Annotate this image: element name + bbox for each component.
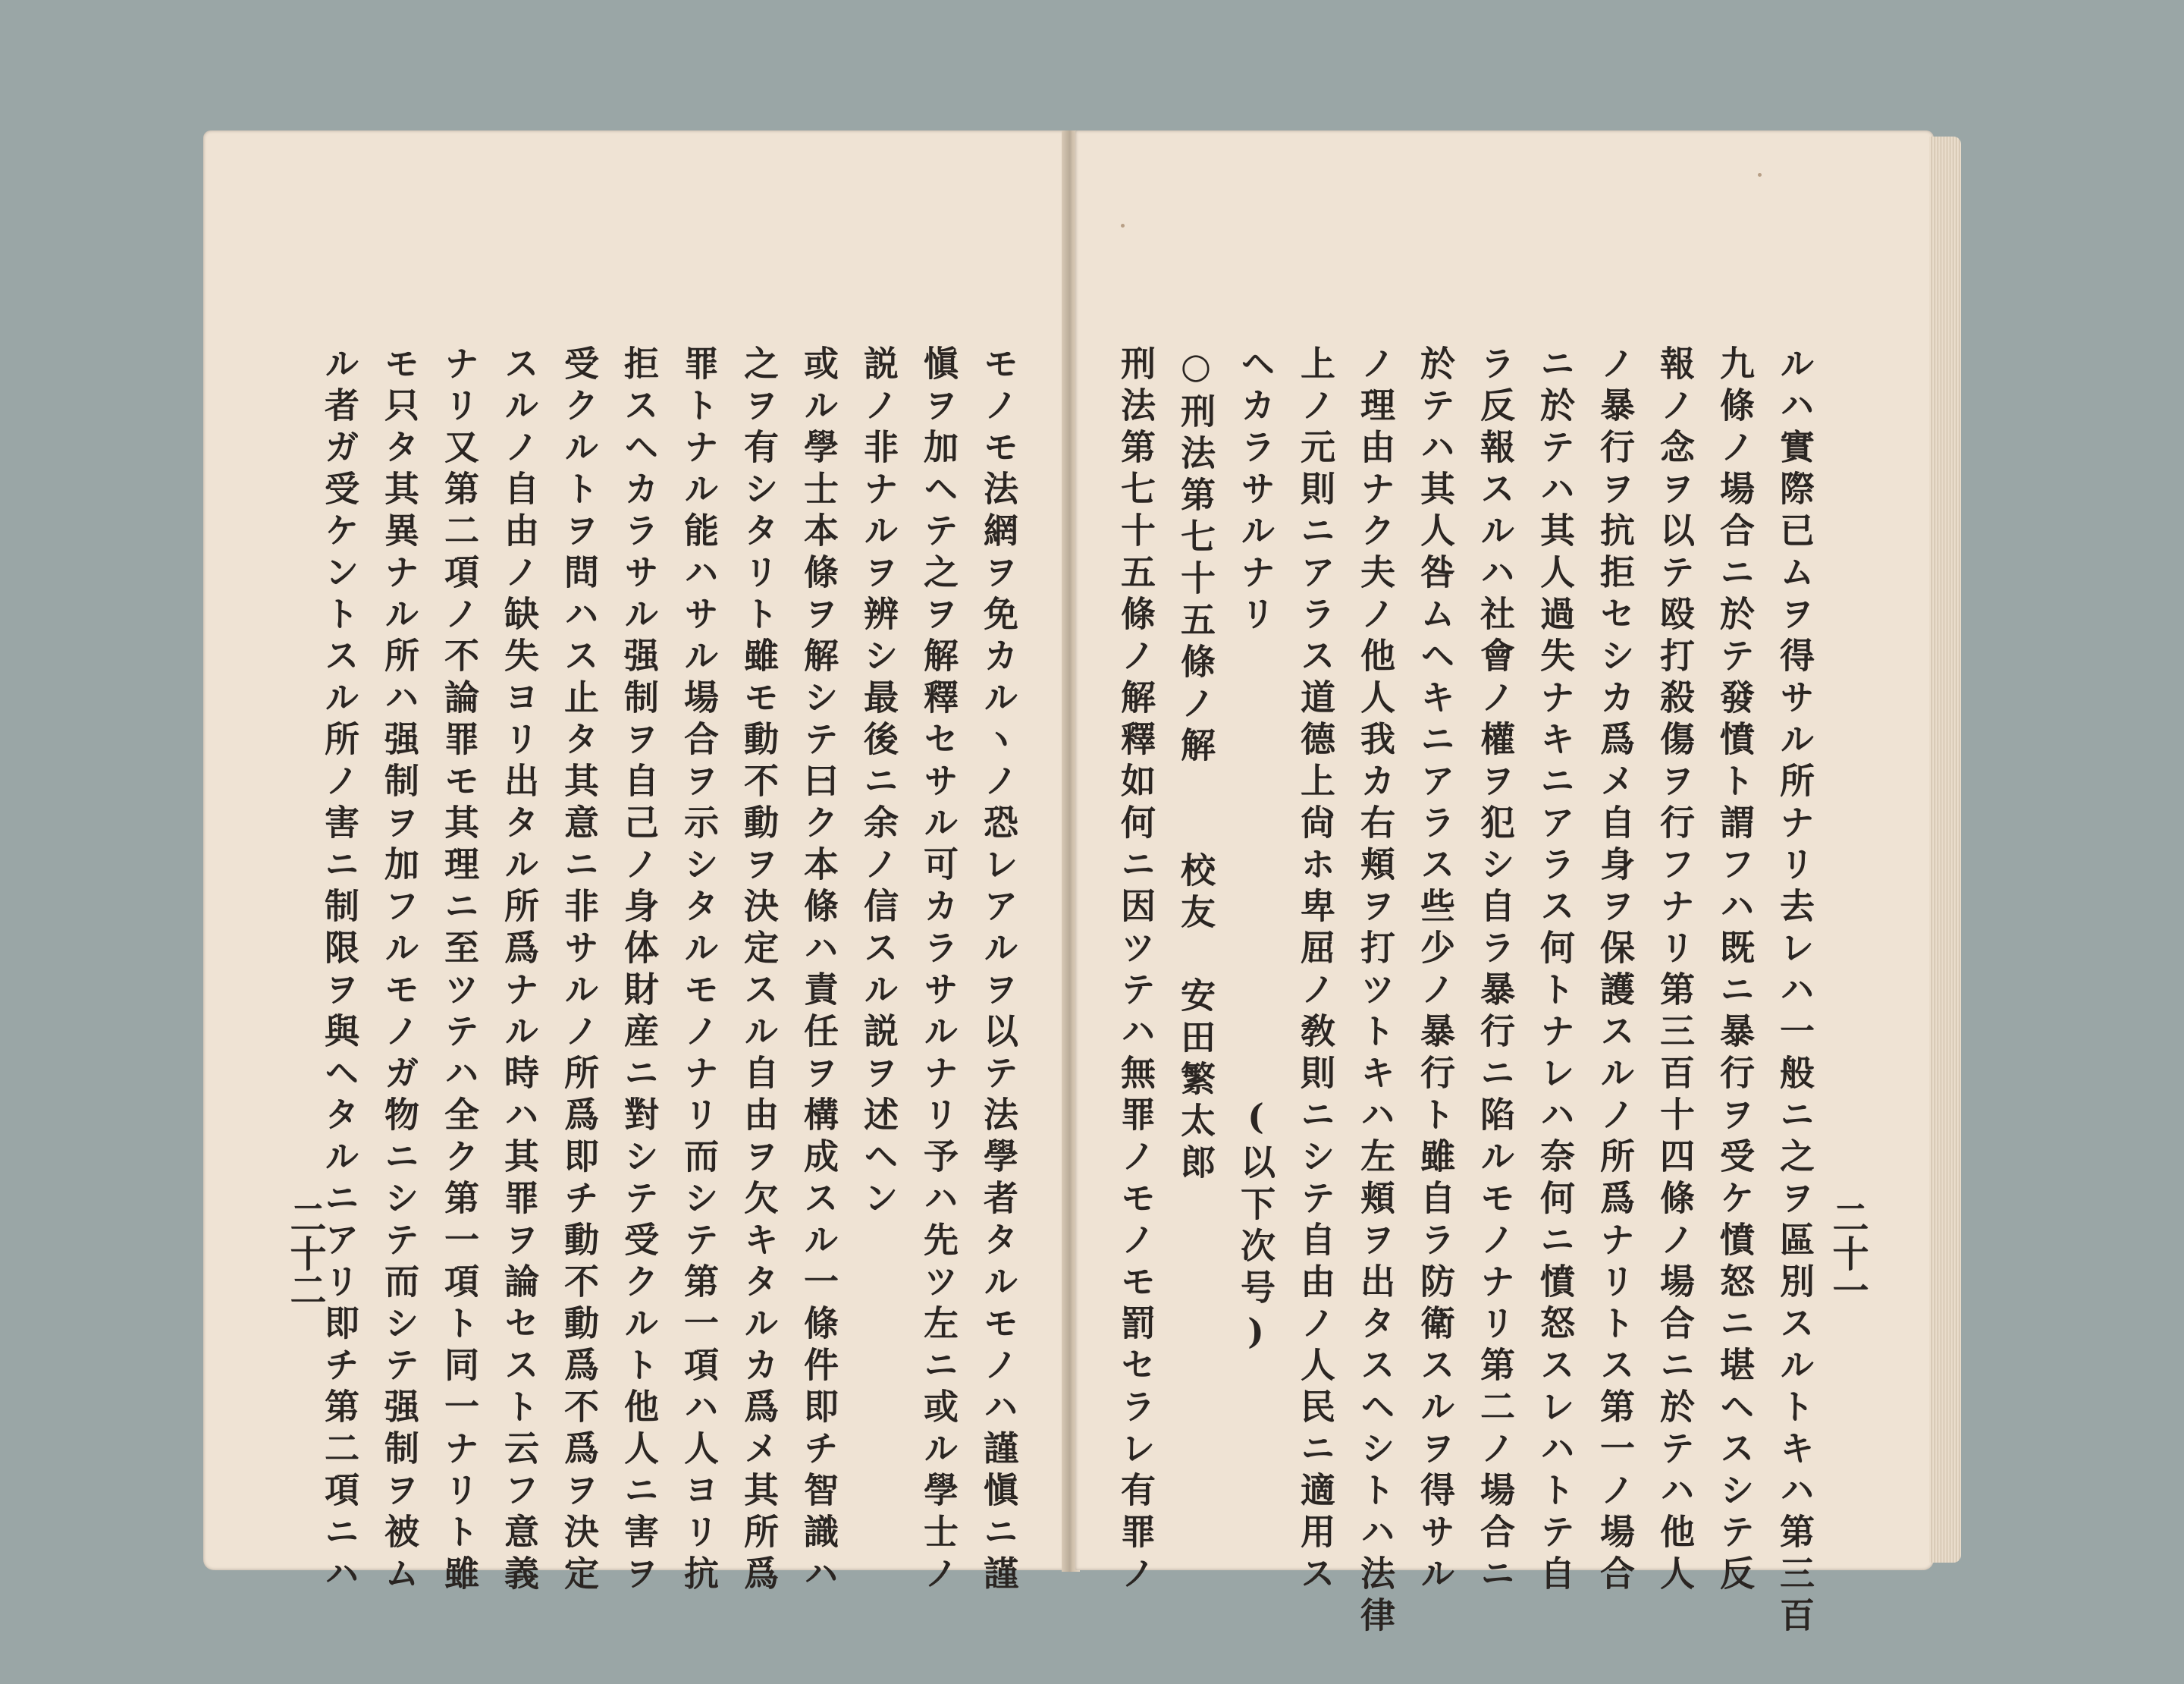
text-column: 愼ヲ加ヘテ之ヲ解釋セサル可カラサルナリ予ハ先ツ左ニ或ル學士ノ bbox=[918, 345, 959, 1597]
text-column: 於テハ其人咎ムヘキニアラス些少ノ暴行ト雖自ラ防衛スルヲ得サル bbox=[1415, 345, 1456, 1597]
text-column: ル者ガ受ケントスル所ノ害ニ制限ヲ與ヘタルニアリ即チ第二項ニハ bbox=[319, 345, 360, 1597]
text-column: スルノ自由ノ缺失ヨリ出タル所爲ナル時ハ其罪ヲ論セスト云フ意義 bbox=[499, 345, 540, 1597]
text-column: ニ於テハ其人過失ナキニアラス何トナレハ奈何ニ憤怒スレハトテ自 bbox=[1535, 345, 1576, 1597]
text-column: 刑法第七十五條ノ解釋如何ニ因ツテハ無罪ノモノモ罰セラレ有罪ノ bbox=[1116, 345, 1156, 1597]
text-column: 上ノ元則ニアラス道德上尙ホ卑屈ノ敎則ニシテ自由ノ人民ニ適用ス bbox=[1295, 345, 1336, 1597]
text-column: ノ暴行ヲ抗拒セシカ爲メ自身ヲ保護スルノ所爲ナリトス第一ノ場合 bbox=[1595, 345, 1636, 1597]
text-column: ヘカラサルナリ bbox=[1235, 345, 1276, 637]
continued-note: (以下次号) bbox=[1235, 1096, 1276, 1359]
article-heading: ○刑法第七十五條ノ解 校友 安田繁太郎 bbox=[1175, 345, 1216, 1186]
paper-speck bbox=[1121, 224, 1125, 228]
text-column: ラ反報スルハ社會ノ權ヲ犯シ自ラ暴行ニ陷ルモノナリ第二ノ場合ニ bbox=[1475, 345, 1516, 1597]
page-number-right: 二十一 bbox=[1826, 1199, 1869, 1308]
text-column: 報ノ念ヲ以テ殴打殺傷ヲ行フナリ第三百十四條ノ場合ニ於テハ他人 bbox=[1655, 345, 1696, 1597]
text-column: 受クルトヲ問ハス止タ其意ニ非サルノ所爲即チ動不動爲不爲ヲ決定 bbox=[559, 345, 600, 1597]
page-number-left: 二十二 bbox=[284, 1199, 326, 1308]
text-column: 九條ノ場合ニ於テ發憤ト謂フハ既ニ暴行ヲ受ケ憤怒ニ堪ヘスシテ反 bbox=[1715, 345, 1756, 1597]
text-column: ルハ實際已ムヲ得サル所ナリ去レハ一般ニ之ヲ區別スルトキハ第三百 bbox=[1774, 345, 1815, 1638]
text-column: モノモ法網ヲ免カルヽノ恐レアルヲ以テ法學者タルモノハ謹愼ニ謹 bbox=[978, 345, 1019, 1597]
text-column: モ只タ其異ナル所ハ强制ヲ加フルモノガ物ニシテ而シテ强制ヲ被ム bbox=[379, 345, 420, 1597]
page-edges bbox=[1929, 137, 1961, 1563]
text-column: 拒スヘカラサル强制ヲ自己ノ身体財産ニ對シテ受クルト他人ニ害ヲ bbox=[619, 345, 660, 1597]
text-column: ナリ又第二項ノ不論罪モ其理ニ至ツテハ全ク第一項ト同一ナリト雖 bbox=[439, 345, 480, 1597]
text-column: 説ノ非ナルヲ辨シ最後ニ余ノ信スル説ヲ述ヘン bbox=[858, 345, 899, 1221]
paper-speck bbox=[1758, 173, 1762, 177]
text-column: 罪トナル能ハサル場合ヲ示シタルモノナリ而シテ第一項ハ人ヨリ抗 bbox=[679, 345, 720, 1597]
text-column: ノ理由ナク夫ノ他人我カ右頬ヲ打ツトキハ左頬ヲ出タスヘシトハ法律 bbox=[1355, 345, 1396, 1638]
text-column: 或ル學士本條ヲ解シテ曰ク本條ハ責任ヲ構成スル一條件即チ智識ハ bbox=[799, 345, 839, 1597]
text-column: 之ヲ有シタリト雖モ動不動ヲ決定スル自由ヲ欠キタルカ爲メ其所爲 bbox=[739, 345, 780, 1597]
